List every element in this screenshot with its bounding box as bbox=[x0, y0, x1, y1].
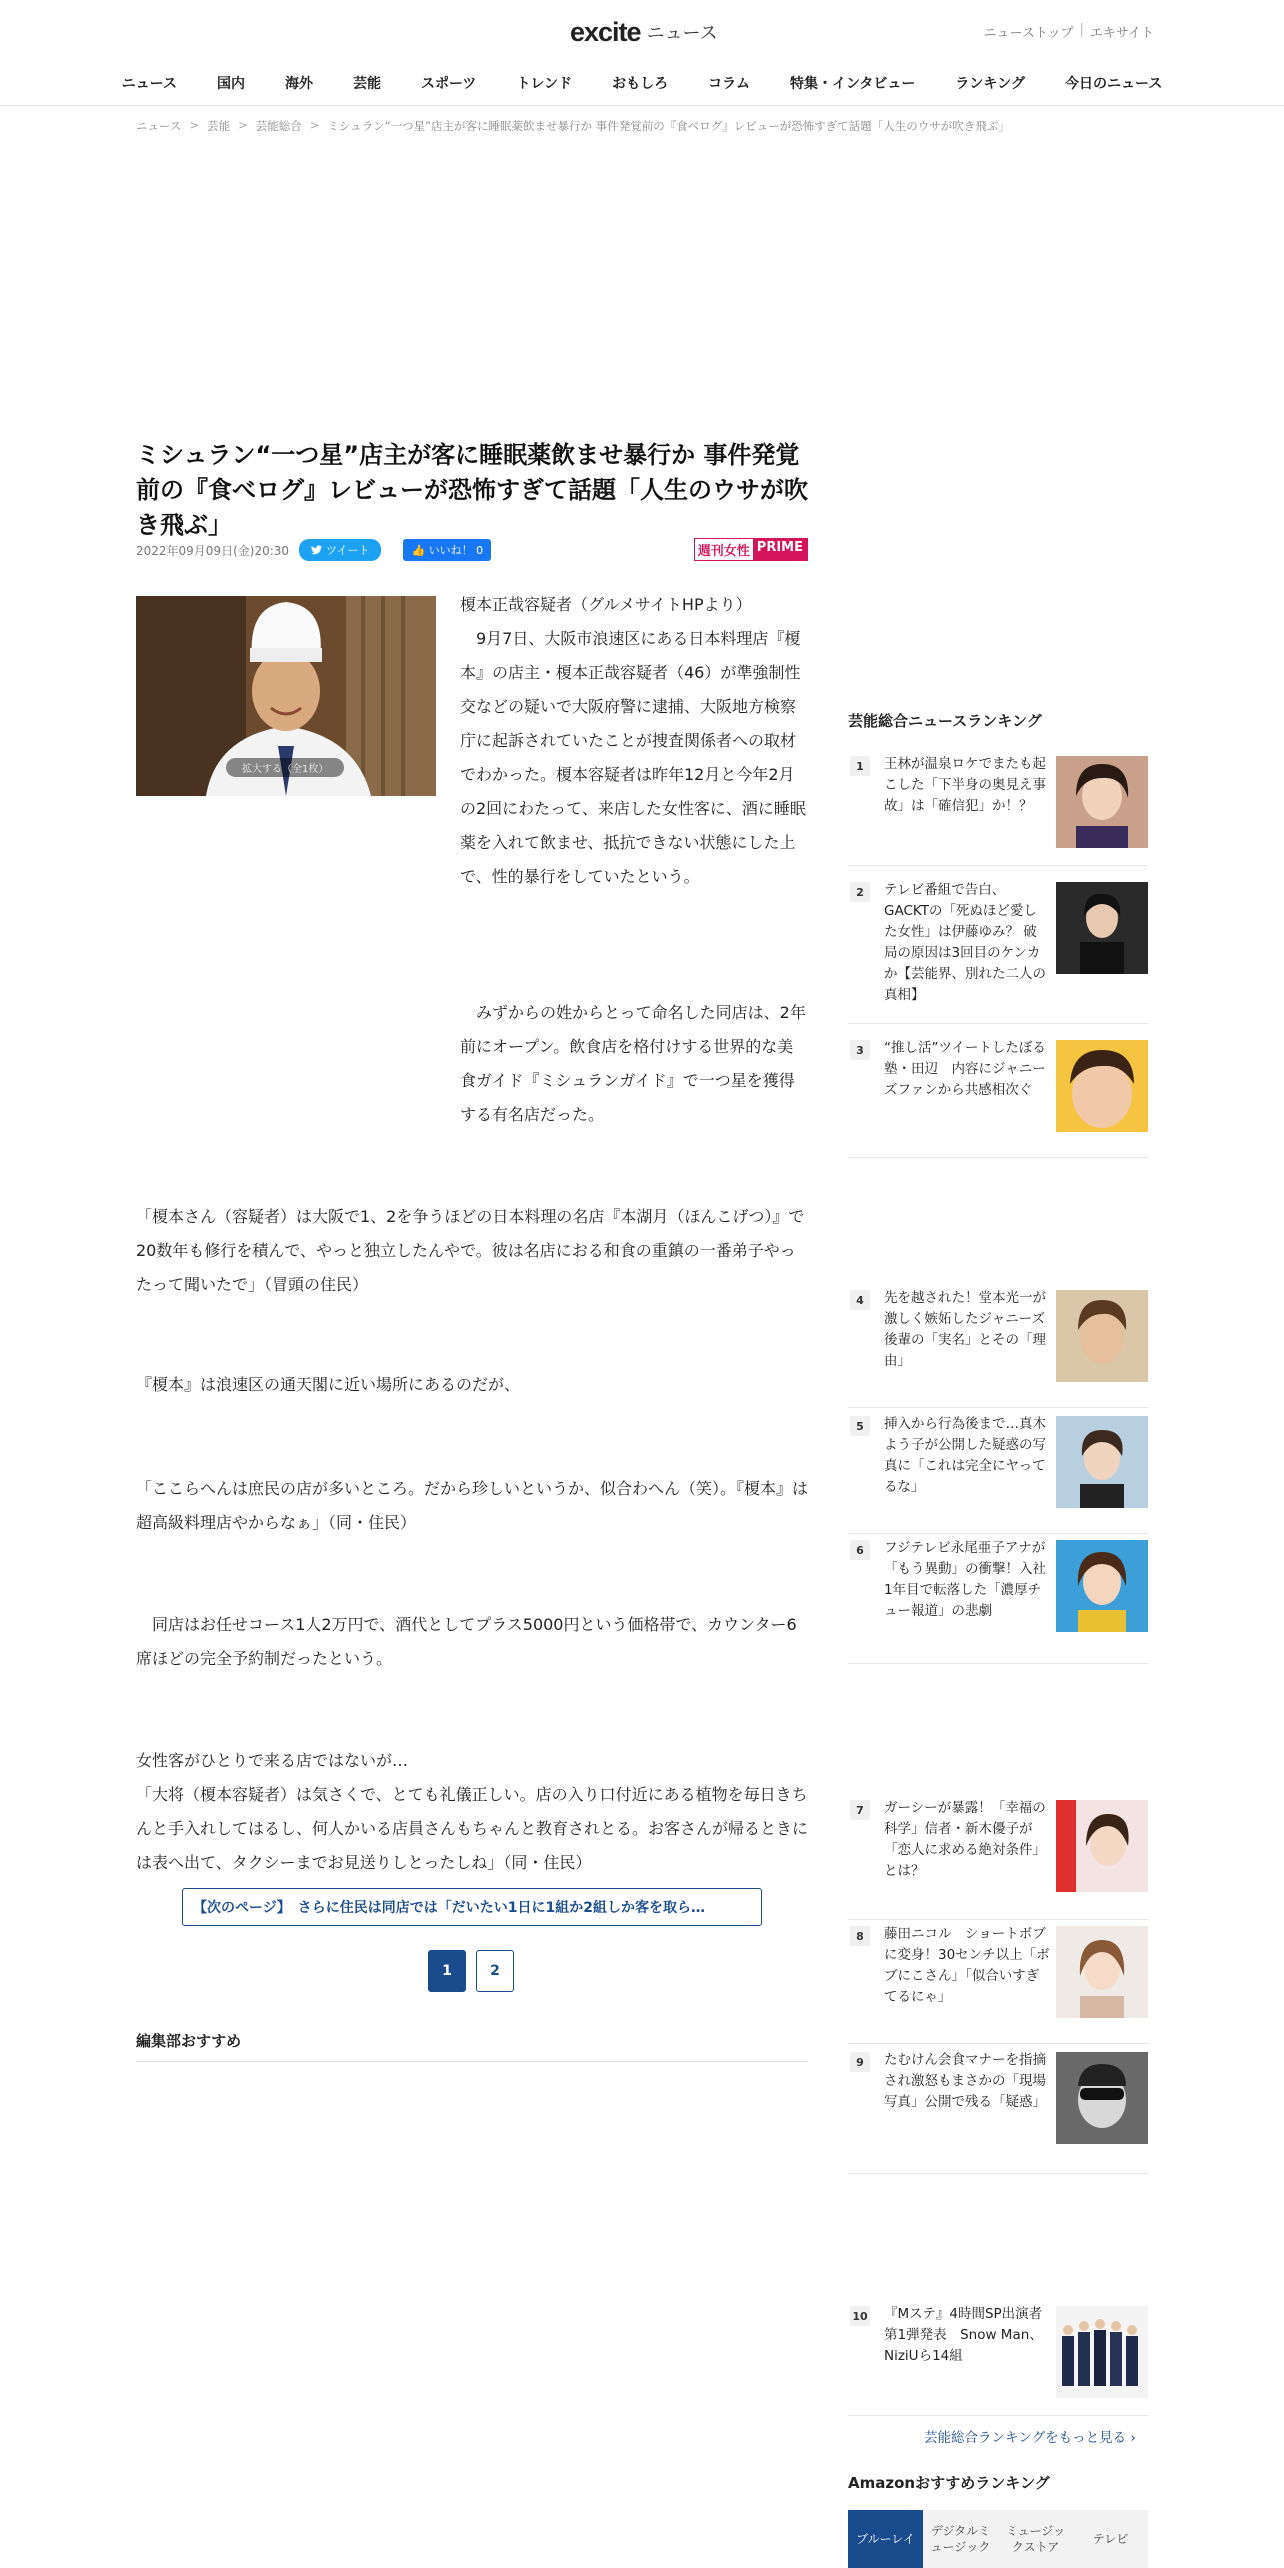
portrait-image bbox=[1056, 1416, 1148, 1508]
article-paragraph: 「大将（榎本容疑者）は気さくで、とても礼儀正しい。店の入り口付近にある植物を毎日きちんと手入れしてはるし、何人かいる店員さんもちゃんと教育されとる。お客さんが帰るときには表へ出て、タクシーまでお見送りしとったしね」（同・住民） bbox=[136, 1785, 809, 1872]
tweet-button[interactable] bbox=[299, 539, 381, 561]
rank-number: 1 bbox=[850, 756, 870, 776]
portrait-image bbox=[1056, 1290, 1148, 1382]
chevron-right-icon: > bbox=[189, 118, 200, 132]
portrait-image bbox=[1056, 1800, 1148, 1892]
breadcrumb bbox=[136, 118, 1010, 134]
chevron-right-icon: > bbox=[238, 118, 248, 132]
rank-thumbnail[interactable] bbox=[1056, 1040, 1148, 1132]
ranking-item[interactable] bbox=[848, 1290, 1148, 1408]
rank-number: 6 bbox=[850, 1540, 870, 1560]
article-paragraph: 「ここらへんは庶民の店が多いところ。だから珍しいというか、似合わへん（笑）。『榎本』は超高級料理店やからなぁ」（同・住民） bbox=[136, 1479, 809, 1532]
source-logo-b: PRIME bbox=[753, 539, 807, 560]
amazon-tabs bbox=[848, 2510, 1148, 2568]
article-photo[interactable] bbox=[136, 596, 436, 796]
chevron-right-icon: > bbox=[309, 118, 320, 132]
ranking-more-link[interactable]: 芸能総合ランキングをもっと見る › bbox=[924, 2430, 1136, 2446]
breadcrumb-current: ミシュラン“一つ星”店主が客に睡眠薬飲ませ暴行か 事件発覚前の『食べログ』レビューが恐怖すぎて話題「人生のウサが吹き飛ぶ」 bbox=[327, 119, 1010, 133]
publish-date: 2022年09月09日(金)20:30 bbox=[136, 543, 290, 558]
ranking-item[interactable] bbox=[848, 1926, 1148, 2044]
rank-thumbnail[interactable] bbox=[1056, 1290, 1148, 1382]
ranking-item[interactable] bbox=[848, 756, 1148, 866]
news-top-link[interactable]: ニューストップ bbox=[983, 26, 1074, 41]
page-1-button[interactable]: 1 bbox=[428, 1950, 466, 1992]
nav-trend[interactable]: トレンド bbox=[516, 76, 573, 92]
rank-number: 7 bbox=[850, 1800, 870, 1820]
rank-thumbnail[interactable] bbox=[1056, 1540, 1148, 1632]
nav-entertainment[interactable]: 芸能 bbox=[352, 76, 381, 92]
nav-sports[interactable]: スポーツ bbox=[420, 76, 477, 92]
rank-title[interactable]: “推し活”ツイートしたぼる塾・田辺 内容にジャニーズファンから共感相次ぐ bbox=[884, 1040, 1046, 1098]
rank-thumbnail[interactable] bbox=[1056, 1926, 1148, 2018]
tab-tv[interactable]: テレビ bbox=[1092, 2532, 1129, 2546]
rank-thumbnail[interactable] bbox=[1056, 1416, 1148, 1508]
nav-domestic[interactable]: 国内 bbox=[216, 76, 245, 92]
rank-title[interactable]: 藤田ニコル ショートボブに変身！30センチ以上「ボブにこさん」「似合いすぎてるにゃ」 bbox=[884, 1926, 1050, 2005]
article-paragraph: 同店はお任せコース1人2万円で、酒代としてプラス5000円という価格帯で、カウンター6席ほどの完全予約制だったという。 bbox=[136, 1615, 797, 1668]
article-paragraph: みずからの姓からとって命名した同店は、2年前にオープン。飲食店を格付けする世界的な美食ガイド『ミシュランガイド』で一つ星を獲得する有名店だった。 bbox=[460, 1003, 806, 1124]
divider: | bbox=[1079, 22, 1084, 37]
group-photo-image bbox=[1056, 2306, 1148, 2398]
article-paragraph: 9月7日、大阪市浪速区にある日本料理店『榎本』の店主・榎本正哉容疑者（46）が準強制性交などの疑いで大阪府警に逮捕、大阪地方検察庁に起訴されていたことが捜査関係者への取材でわかった。榎本容疑者は昨年12月と今年2月の2回にわたって、来店した女性客に、酒に睡眠薬を入れて飲ませ、抵抗できない状態にした上で、性的暴行をしていたという。 bbox=[460, 629, 806, 886]
rank-title[interactable]: フジテレビ永尾亜子アナが「もう異動」の衝撃！入社1年目で転落した「濃厚チュー報道」の悲劇 bbox=[884, 1540, 1046, 1619]
rank-thumbnail[interactable] bbox=[1056, 2052, 1148, 2144]
nav-feature[interactable]: 特集・インタビュー bbox=[789, 76, 916, 92]
photo-caption: 榎本正哉容疑者（グルメサイトHPより） bbox=[460, 595, 752, 614]
thumbs-up-icon: 👍 bbox=[411, 544, 426, 557]
site-header bbox=[0, 0, 1284, 106]
article-paragraph: 「榎本さん（容疑者）は大阪で1、2を争うほどの日本料理の名店『本湖月（ほんこげつ）』で20数年も修行を積んで、やっと独立したんやで。彼は名店におる和食の重鎮の一番弟子やったって聞いたで」（冒頭の住民） bbox=[136, 1207, 805, 1294]
logo-subtitle: ニュース bbox=[646, 23, 718, 44]
nav-ranking[interactable]: ランキング bbox=[955, 76, 1026, 92]
breadcrumb-general[interactable]: 芸能総合 bbox=[255, 119, 302, 133]
shukan-josei-prime-logo[interactable] bbox=[694, 538, 808, 561]
nav-overseas[interactable]: 海外 bbox=[284, 76, 313, 92]
next-page-link[interactable]: 【次のページ】 さらに住民は同店では「だいたい1日に1組か2組しか客を取ら… bbox=[182, 1888, 762, 1926]
portrait-image bbox=[1056, 1926, 1148, 2018]
twitter-bird-icon bbox=[311, 545, 322, 555]
rank-thumbnail[interactable] bbox=[1056, 2306, 1148, 2398]
rank-number: 2 bbox=[850, 882, 870, 902]
article-title: ミシュラン“一つ星”店主が客に睡眠薬飲ませ暴行か 事件発覚前の『食べログ』レビューが恐怖すぎて話題「人生のウサが吹き飛ぶ」 bbox=[136, 441, 808, 539]
ranking-heading: 芸能総合ニュースランキング bbox=[848, 712, 1042, 730]
rank-number: 9 bbox=[850, 2052, 870, 2072]
global-nav bbox=[0, 70, 1284, 98]
rank-title[interactable]: 挿入から行為後まで…真木よう子が公開した疑惑の写真に「これは完全にヤってるな」 bbox=[884, 1416, 1046, 1495]
tab-music-store[interactable]: ミュージックストア bbox=[1005, 2524, 1066, 2554]
breadcrumb-entertainment[interactable]: 芸能 bbox=[207, 119, 231, 133]
rank-title[interactable]: テレビ番組で告白、GACKTの「死ぬほど愛した女性」は伊藤ゆみ？ 破局の原因は3回目のケンカか【芸能界、別れた二人の真相】 bbox=[884, 882, 1046, 1003]
ranking-item[interactable] bbox=[848, 1800, 1148, 1920]
article-body-right bbox=[460, 588, 808, 894]
rank-number: 10 bbox=[850, 2306, 870, 2326]
amazon-ranking-heading: Amazonおすすめランキング bbox=[848, 2474, 1050, 2492]
article-paragraph: 女性客がひとりで来る店ではないが… bbox=[136, 1751, 409, 1770]
portrait-image bbox=[1056, 1040, 1148, 1132]
excite-link[interactable]: エキサイト bbox=[1089, 26, 1154, 41]
expand-photo-chip[interactable]: 拡大する（全1枚） bbox=[226, 758, 344, 777]
pagination bbox=[428, 1950, 514, 1992]
like-label: いいね！ 0 bbox=[428, 544, 484, 557]
ranking-item[interactable] bbox=[848, 1540, 1148, 1664]
rank-thumbnail[interactable] bbox=[1056, 1800, 1148, 1892]
source-logo-a: 週刊女性 bbox=[695, 539, 753, 560]
article-meta bbox=[136, 538, 808, 562]
rank-title[interactable]: 先を越された！堂本光一が激しく嫉妬したジャニーズ後輩の「実名」とその「理由」 bbox=[884, 1290, 1046, 1369]
ranking-item[interactable] bbox=[848, 2306, 1148, 2416]
rank-number: 5 bbox=[850, 1416, 870, 1436]
ranking-item[interactable] bbox=[848, 2052, 1148, 2174]
nav-column[interactable]: コラム bbox=[708, 76, 750, 92]
article-paragraph: 『榎本』は浪速区の通天閣に近い場所にあるのだが、 bbox=[136, 1375, 521, 1394]
nav-news[interactable]: ニュース bbox=[121, 76, 177, 92]
rank-number: 4 bbox=[850, 1290, 870, 1310]
page-2-button[interactable]: 2 bbox=[476, 1950, 514, 1992]
rank-number: 8 bbox=[850, 1926, 870, 1946]
logo-wordmark: excite bbox=[570, 16, 641, 47]
ranking-item[interactable] bbox=[848, 1040, 1148, 1158]
article-body-right-2 bbox=[460, 996, 808, 1132]
portrait-image bbox=[1056, 2052, 1148, 2144]
ranking-item[interactable] bbox=[848, 1416, 1148, 1534]
portrait-image bbox=[1056, 756, 1148, 848]
rank-title[interactable]: ガーシーが暴露！「幸福の科学」信者・新木優子が「恋人に求める絶対条件」とは？ bbox=[884, 1800, 1046, 1879]
editor-pick-heading: 編集部おすすめ bbox=[136, 2030, 808, 2062]
rank-thumbnail[interactable] bbox=[1056, 756, 1148, 848]
rank-title[interactable]: 王林が温泉ロケでまたも起こした「下半身の奥見え事故」は「確信犯」か！？ bbox=[884, 756, 1046, 814]
excite-logo[interactable] bbox=[570, 14, 718, 50]
ranking-item[interactable] bbox=[848, 882, 1148, 1024]
like-button[interactable] bbox=[403, 539, 491, 561]
breadcrumb-news[interactable]: ニュース bbox=[136, 119, 182, 133]
tab-digital-music[interactable]: デジタルミュージック bbox=[930, 2524, 991, 2554]
nav-today[interactable]: 今日のニュース bbox=[1065, 76, 1163, 92]
nav-funny[interactable]: おもしろ bbox=[612, 76, 669, 92]
rank-number: 3 bbox=[850, 1040, 870, 1060]
rank-title[interactable]: 『Mステ』4時間SP出演者第1弾発表 Snow Man、NiziUら14組 bbox=[884, 2306, 1043, 2364]
tweet-label: ツイート bbox=[326, 544, 370, 557]
top-links bbox=[984, 22, 1154, 41]
portrait-image bbox=[1056, 882, 1148, 974]
portrait-image bbox=[1056, 1540, 1148, 1632]
rank-title[interactable]: たむけん会食マナーを指摘され激怒もまさかの「現場写真」公開で残る「疑惑」 bbox=[884, 2052, 1046, 2110]
tab-bluray[interactable]: ブルーレイ bbox=[848, 2510, 923, 2568]
rank-thumbnail[interactable] bbox=[1056, 882, 1148, 974]
